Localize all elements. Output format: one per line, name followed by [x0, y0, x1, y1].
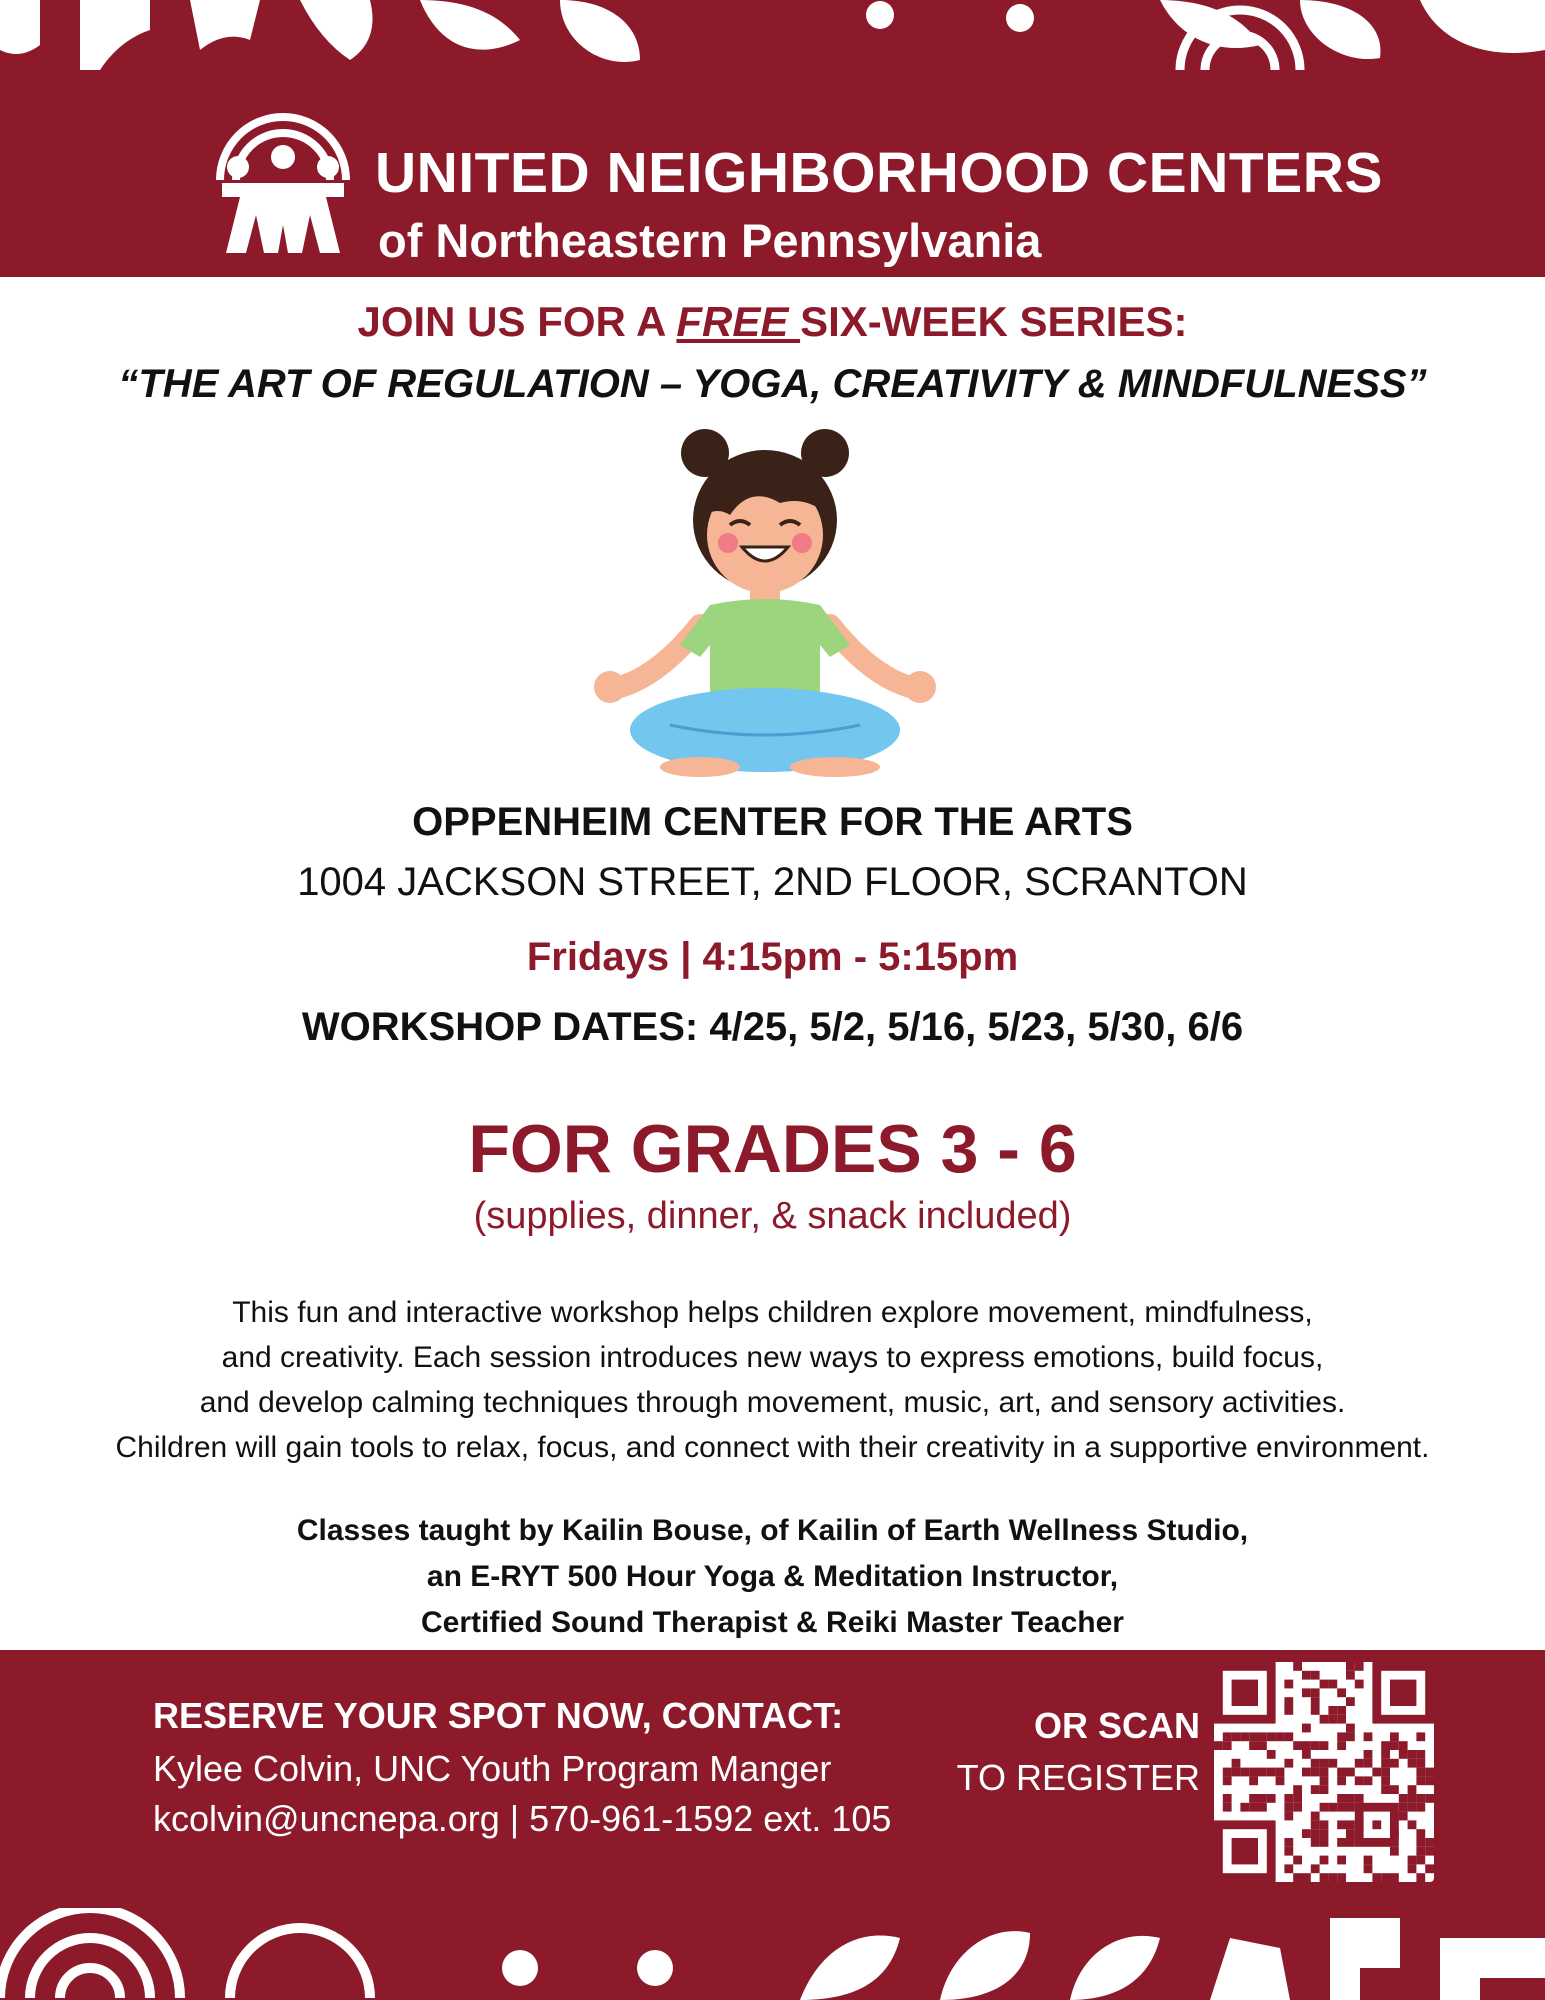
meditating-girl-illustration	[580, 425, 950, 785]
qr-code-icon	[1214, 1662, 1434, 1882]
schedule-day-time: Fridays | 4:15pm - 5:15pm	[526, 935, 1019, 979]
instructor-line: Classes taught by Kailin Bouse, of Kailin of Earth Wellness Studio,	[296, 1514, 1249, 1547]
workshop-dates: WORKSHOP DATES: 4/25, 5/2, 5/16, 5/23, 5/30, 6/6	[301, 1005, 1244, 1049]
scan-prompt: OR SCAN	[1033, 1705, 1200, 1746]
contact-details: kcolvin@uncnepa.org | 570-961-1592 ext. 105	[153, 1798, 892, 1839]
footer-pattern	[0, 1908, 1545, 2000]
description-line: Children will gain tools to relax, focus, and connect with their creativity in a supportive environment.	[115, 1431, 1430, 1464]
description-line: and creativity. Each session introduces new ways to express emotions, build focus,	[221, 1341, 1324, 1374]
instructor-line: an E-RYT 500 Hour Yoga & Meditation Instructor,	[426, 1560, 1119, 1593]
series-intro	[0, 298, 1545, 346]
workshop-description	[0, 1290, 1545, 1470]
people-rainbow-logo	[208, 105, 358, 255]
description-line: and develop calming techniques through movement, music, art, and sensory activities.	[199, 1386, 1346, 1419]
venue-address: 1004 JACKSON STREET, 2ND FLOOR, SCRANTON	[297, 860, 1248, 904]
contact-heading: RESERVE YOUR SPOT NOW, CONTACT:	[153, 1695, 844, 1736]
venue-name: OPPENHEIM CENTER FOR THE ARTS	[412, 800, 1133, 844]
series-title: “THE ART OF REGULATION – YOGA, CREATIVITY & MINDFULNESS”	[118, 362, 1427, 406]
scan-prompt-sub: TO REGISTER	[956, 1757, 1200, 1798]
org-subtitle: of Northeastern Pennsylvania	[378, 214, 1042, 267]
contact-name: Kylee Colvin, UNC Youth Program Manger	[153, 1748, 832, 1789]
org-name: UNITED NEIGHBORHOOD CENTERS	[375, 141, 1383, 205]
decorative-pattern-top	[0, 0, 1545, 80]
instructor-info	[0, 1508, 1545, 1646]
intro-suffix: SIX-WEEK SERIES:	[800, 298, 1188, 345]
instructor-line: Certified Sound Therapist & Reiki Master Teacher	[421, 1606, 1124, 1639]
intro-prefix: JOIN US FOR A	[357, 298, 677, 345]
description-line: This fun and interactive workshop helps children explore movement, mindfulness,	[232, 1296, 1313, 1329]
decorative-pattern-bottom	[0, 1908, 1545, 2000]
header-banner	[0, 0, 1545, 277]
included-note: (supplies, dinner, & snack included)	[473, 1195, 1072, 1237]
qr-code[interactable]	[1214, 1662, 1434, 1882]
grades-heading: FOR GRADES 3 - 6	[468, 1111, 1077, 1187]
free-word: FREE	[676, 298, 801, 345]
